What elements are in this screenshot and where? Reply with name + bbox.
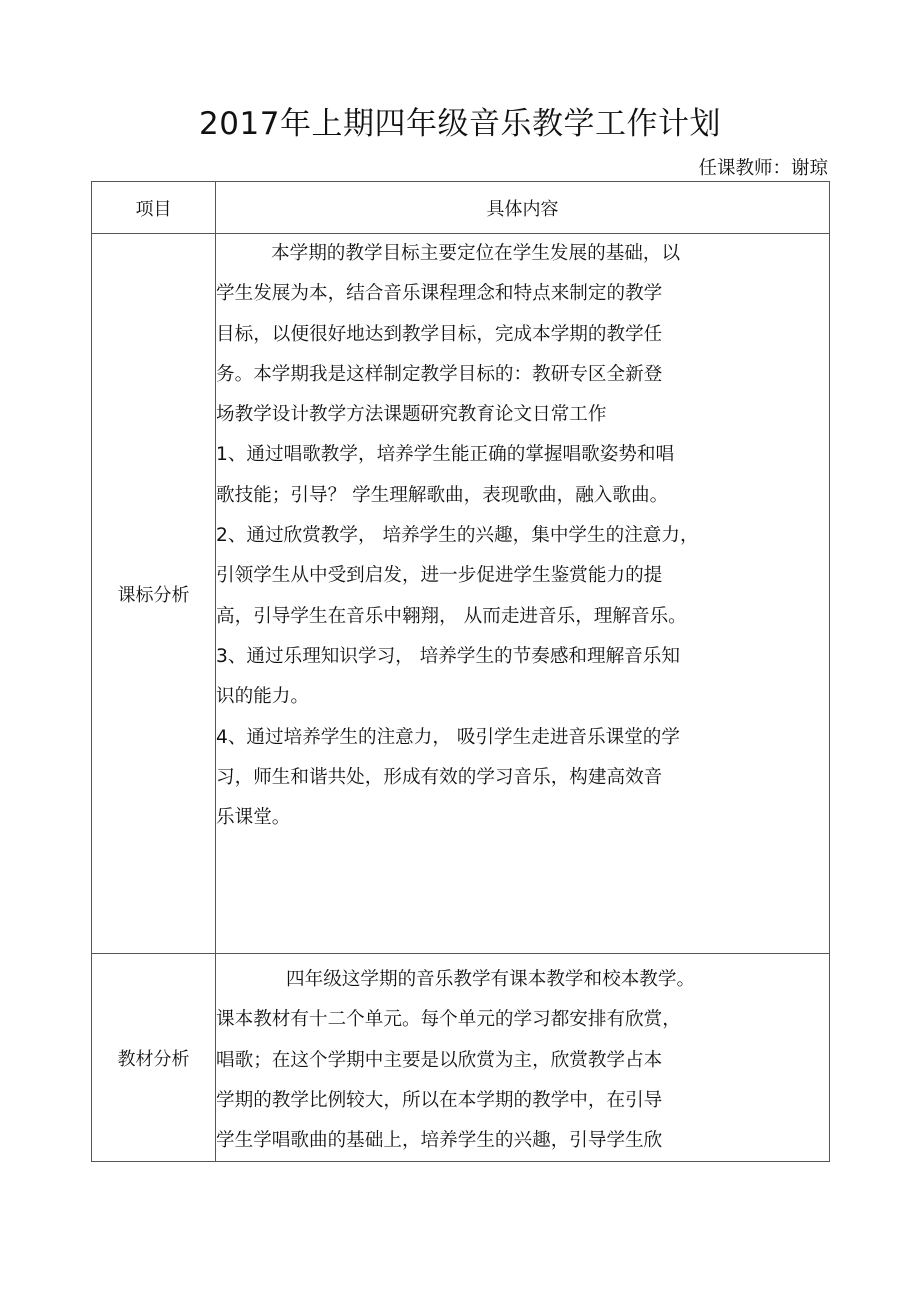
text-line: 2、通过欣赏教学， 培养学生的兴趣，集中学生的注意力， xyxy=(216,525,699,547)
text-line: 引领学生从中受到启发，进一步促进学生鉴赏能力的提 xyxy=(216,565,663,587)
text-line: 学期的教学比例较大，所以在本学期的教学中，在引导 xyxy=(216,1089,663,1111)
table-header-row xyxy=(92,182,830,234)
text-line: 1、通过唱歌教学，培养学生能正确的掌握唱歌姿势和唱 xyxy=(216,444,675,466)
header-content: 具体内容 xyxy=(216,182,830,234)
text-line: 场教学设计教学方法课题研究教育论文日常工作 xyxy=(216,404,607,426)
plan-table xyxy=(91,181,830,1162)
row-label-textbook: 教材分析 xyxy=(92,954,216,1162)
document-title: 2017年上期四年级音乐教学工作计划 xyxy=(199,106,721,142)
text-line: 习，师生和谐共处，形成有效的学习音乐，构建高效音 xyxy=(216,766,663,788)
text-line: 学生发展为本，结合音乐课程理念和特点来制定的教学 xyxy=(216,283,663,305)
row-content-textbook xyxy=(216,954,830,1162)
text-line: 课本教材有十二个单元。每个单元的学习都安排有欣赏， xyxy=(216,1009,681,1031)
row-label-curriculum: 课标分析 xyxy=(92,234,216,954)
text-line: 目标，以便很好地达到教学目标，完成本学期的教学任 xyxy=(216,323,663,345)
table-row xyxy=(92,954,830,1162)
row-content-curriculum xyxy=(216,234,830,954)
text-line: 务。本学期我是这样制定教学目标的：教研专区全新登 xyxy=(216,363,663,385)
text-line: 乐课堂。 xyxy=(216,807,291,829)
text-line: 唱歌；在这个学期中主要是以欣赏为主，欣赏教学占本 xyxy=(216,1049,663,1071)
header-item: 项目 xyxy=(92,182,216,234)
text-line: 4、通过培养学生的注意力， 吸引学生走进音乐课堂的学 xyxy=(216,726,680,748)
table-row xyxy=(92,234,830,954)
text-line: 识的能力。 xyxy=(216,686,309,708)
text-line: 歌技能；引导？ 学生理解歌曲，表现歌曲，融入歌曲。 xyxy=(216,484,669,506)
text-line: 四年级这学期的音乐教学有课本教学和校本教学。 xyxy=(286,969,696,990)
teacher-label: 任课教师：谢琼 xyxy=(698,158,828,179)
text-line: 高，引导学生在音乐中翱翔， 从而走进音乐，理解音乐。 xyxy=(216,605,687,627)
text-line: 3、通过乐理知识学习， 培养学生的节奏感和理解音乐知 xyxy=(216,645,680,667)
text-line: 本学期的教学目标主要定位在学生发展的基础，以 xyxy=(271,243,681,264)
text-line: 学生学唱歌曲的基础上，培养学生的兴趣，引导学生欣 xyxy=(216,1130,663,1152)
